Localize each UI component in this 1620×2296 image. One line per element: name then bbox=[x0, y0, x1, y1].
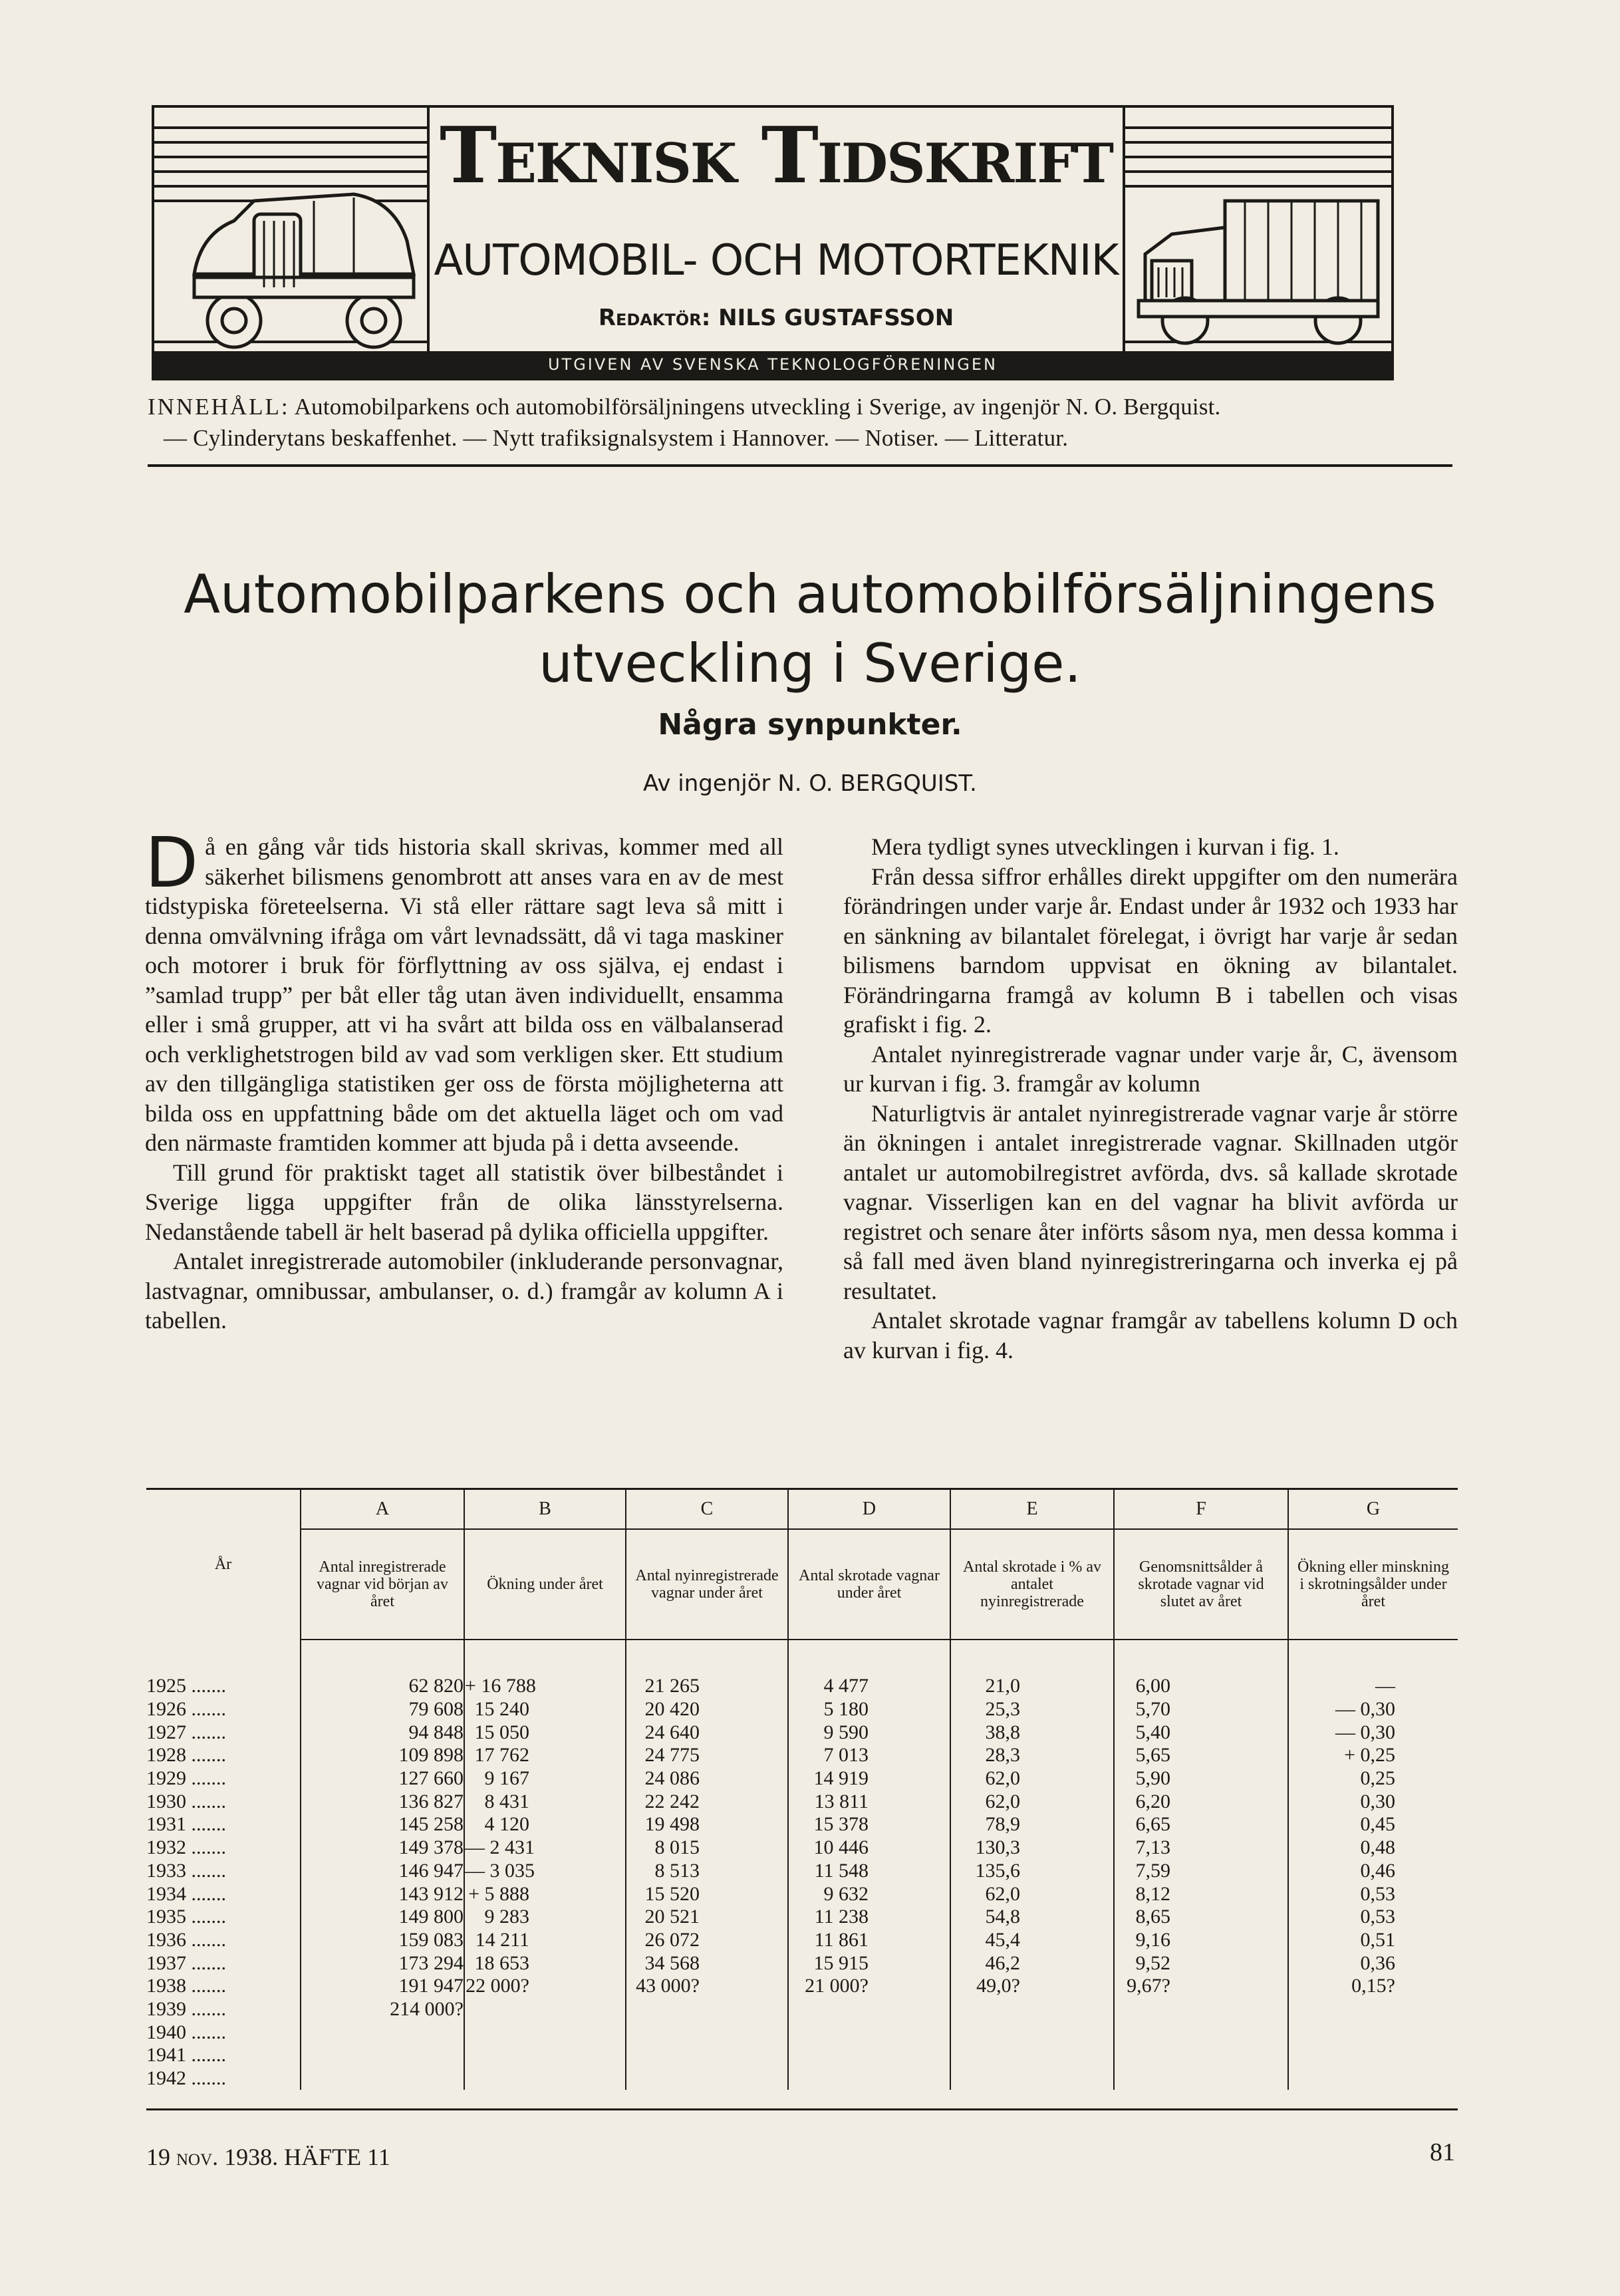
cell-c bbox=[626, 2021, 788, 2044]
column-letter-g: G bbox=[1288, 1490, 1458, 1529]
cell-c: 24 086 bbox=[626, 1767, 788, 1791]
cell-b: 8 431 bbox=[464, 1790, 626, 1813]
cell-f bbox=[1114, 1998, 1288, 2021]
year-cell: 1933 ....... bbox=[146, 1859, 226, 1882]
cell-e: 28,3 bbox=[950, 1744, 1114, 1767]
cell-f: 7,59 bbox=[1114, 1860, 1288, 1883]
cell-e: 49,0? bbox=[950, 1975, 1114, 1998]
year-cell: 1938 ....... bbox=[146, 1975, 226, 1997]
table-row bbox=[146, 1975, 1458, 1998]
column-desc-g: Ökning eller minskning i skrotningsålder under året bbox=[1288, 1529, 1458, 1640]
cell-a: 109 898 bbox=[301, 1744, 464, 1767]
cell-c: 8 015 bbox=[626, 1836, 788, 1860]
cell-a: 94 848 bbox=[301, 1721, 464, 1744]
cell-b bbox=[464, 2044, 626, 2067]
cell-f: 6,00 bbox=[1114, 1675, 1288, 1698]
paragraph: Naturligtvis är antalet nyinregistrerade vagnar varje år större än ökningen i antalet inregistrerade vagnar. Skillnaden utgör antalet ur automobilregistret avförda, dvs. så kallade skrotade vagnar. Visserligen kan en del vagnar ha blivit avförda ur registret och senare åter införts såsom nya, men dessa komma i så fall med även bland nyinregistreringarna och inverka ej på resultatet. bbox=[843, 1099, 1458, 1304]
cell-a: 146 947 bbox=[301, 1860, 464, 1883]
cell-b bbox=[464, 2021, 626, 2044]
cell-e bbox=[950, 1998, 1114, 2021]
table-row bbox=[146, 2067, 1458, 2090]
toc-line-2: — Cylinderytans beskaffenhet. — Nytt trafiksignalsystem i Hannover. — Notiser. — Litteratur. bbox=[164, 425, 1069, 451]
cell-d: 21 000? bbox=[788, 1975, 950, 1998]
table-row bbox=[146, 1882, 1458, 1906]
cell-a: 149 378 bbox=[301, 1836, 464, 1860]
cell-g: + 0,25 bbox=[1288, 1744, 1458, 1767]
page-number: 81 bbox=[1430, 2138, 1455, 2166]
cell-f: 7,13 bbox=[1114, 1836, 1288, 1860]
journal-title: Teknisk Tidskrift bbox=[439, 110, 1113, 201]
cell-g: 0,36 bbox=[1288, 1951, 1458, 1975]
table-row bbox=[146, 1836, 1458, 1860]
cell-d: 13 811 bbox=[788, 1790, 950, 1813]
year-cell: 1941 ....... bbox=[146, 2044, 226, 2067]
cell-g: — 0,30 bbox=[1288, 1721, 1458, 1744]
cell-c: 24 775 bbox=[626, 1744, 788, 1767]
cell-f: 8,65 bbox=[1114, 1906, 1288, 1929]
passenger-car-illustration bbox=[154, 108, 427, 378]
cell-b: — 3 035 bbox=[464, 1860, 626, 1883]
cell-f: 9,16 bbox=[1114, 1929, 1288, 1952]
cell-d: 9 590 bbox=[788, 1721, 950, 1744]
cell-e bbox=[950, 2021, 1114, 2044]
cell-a: 143 912 bbox=[301, 1882, 464, 1906]
year-column-header: År bbox=[214, 1556, 232, 1573]
paragraph: Till grund för praktiskt taget all statistik över bilbeståndet i Sverige ligga uppgifter från de olika länsstyrelserna. Nedanstående tabell är helt baserad på dylika officiella uppgifter. bbox=[145, 1159, 783, 1245]
cell-f bbox=[1114, 2021, 1288, 2044]
cell-e: 135,6 bbox=[950, 1860, 1114, 1883]
cell-f: 6,20 bbox=[1114, 1790, 1288, 1813]
column-letter-b: B bbox=[464, 1490, 626, 1529]
cell-c bbox=[626, 2044, 788, 2067]
cell-g: 0,53 bbox=[1288, 1906, 1458, 1929]
cell-b: 22 000? bbox=[464, 1975, 626, 1998]
year-cell: 1932 ....... bbox=[146, 1836, 226, 1859]
cell-e: 62,0 bbox=[950, 1767, 1114, 1791]
cell-f: 5,65 bbox=[1114, 1744, 1288, 1767]
cell-b: 4 120 bbox=[464, 1813, 626, 1836]
cell-c bbox=[626, 1998, 788, 2021]
cell-g: 0,15? bbox=[1288, 1975, 1458, 1998]
cell-a: 145 258 bbox=[301, 1813, 464, 1836]
cell-g: 0,30 bbox=[1288, 1790, 1458, 1813]
cell-g: 0,51 bbox=[1288, 1929, 1458, 1952]
cell-d: 9 632 bbox=[788, 1882, 950, 1906]
paragraph: Antalet inregistrerade automobiler (inkluderande personvagnar, lastvagnar, omnibussar, ambulanser, o. d.) framgår av kolumn A i tabellen. bbox=[145, 1248, 783, 1334]
paragraph: Från dessa siffror erhålles direkt uppgifter om den numerära förändringen under varje år. Endast under år 1932 och 1933 har en sänkning av bilantalet förelegat, i övrigt har varje år sedan bilismens barndom uppvisat en ökning av bilantalet. Förändringarna framgå av kolumn B i tabellen och visas grafiskt i fig. 2. bbox=[843, 863, 1458, 1038]
cell-c: 8 513 bbox=[626, 1860, 788, 1883]
table-row bbox=[146, 1860, 1458, 1883]
cell-b: 14 211 bbox=[464, 1929, 626, 1952]
cell-b: + 16 788 bbox=[464, 1675, 626, 1698]
cell-b: — 2 431 bbox=[464, 1836, 626, 1860]
cell-e bbox=[950, 2044, 1114, 2067]
article-subtitle: Några synpunkter. bbox=[658, 708, 962, 742]
year-cell: 1929 ....... bbox=[146, 1767, 226, 1790]
cell-g: 0,25 bbox=[1288, 1767, 1458, 1791]
cell-f bbox=[1114, 2044, 1288, 2067]
article-title-line-1: Automobilparkens och automobilförsäljningens bbox=[184, 563, 1436, 625]
year-cell: 1939 ....... bbox=[146, 1997, 226, 2020]
table-row bbox=[146, 1721, 1458, 1744]
drop-cap: D bbox=[145, 822, 199, 903]
cell-d: 4 477 bbox=[788, 1675, 950, 1698]
cell-e: 25,3 bbox=[950, 1698, 1114, 1721]
cell-d bbox=[788, 2044, 950, 2067]
cell-f: 6,65 bbox=[1114, 1813, 1288, 1836]
column-desc-c: Antal nyinregistrerade vagnar under året bbox=[626, 1529, 788, 1640]
cell-g: 0,45 bbox=[1288, 1813, 1458, 1836]
cell-a: 79 608 bbox=[301, 1698, 464, 1721]
year-cell: 1930 ....... bbox=[146, 1790, 226, 1812]
year-cell: 1934 ....... bbox=[146, 1882, 226, 1905]
article-title-line-2: utveckling i Sverige. bbox=[539, 633, 1081, 694]
cell-c: 15 520 bbox=[626, 1882, 788, 1906]
cell-b bbox=[464, 2067, 626, 2090]
year-cell: 1927 ....... bbox=[146, 1721, 226, 1743]
column-desc-b: Ökning under året bbox=[464, 1529, 626, 1640]
cell-b: 9 167 bbox=[464, 1767, 626, 1791]
cell-e: 21,0 bbox=[950, 1675, 1114, 1698]
cell-f: 9,67? bbox=[1114, 1975, 1288, 1998]
year-cell: 1935 ....... bbox=[146, 1906, 226, 1928]
cell-e: 62,0 bbox=[950, 1882, 1114, 1906]
column-desc-d: Antal skrotade vagnar under året bbox=[788, 1529, 950, 1640]
year-cell: 1926 ....... bbox=[146, 1698, 226, 1721]
article-byline: Av ingenjör N. O. BERGQUIST. bbox=[643, 770, 977, 797]
table-row bbox=[146, 1698, 1458, 1721]
paragraph: Antalet skrotade vagnar framgår av tabellens kolumn D och av kurvan i fig. 4. bbox=[843, 1307, 1458, 1363]
cell-f: 8,12 bbox=[1114, 1882, 1288, 1906]
column-letter-f: F bbox=[1114, 1490, 1288, 1529]
cell-d bbox=[788, 2067, 950, 2090]
cell-e: 62,0 bbox=[950, 1790, 1114, 1813]
year-cell: 1937 ....... bbox=[146, 1951, 226, 1974]
table-row bbox=[146, 1767, 1458, 1791]
truck-illustration bbox=[1125, 108, 1391, 378]
cell-e: 78,9 bbox=[950, 1813, 1114, 1836]
cell-c: 34 568 bbox=[626, 1951, 788, 1975]
masthead-center bbox=[427, 108, 1125, 378]
cell-c: 20 420 bbox=[626, 1698, 788, 1721]
table-row bbox=[146, 1998, 1458, 2021]
publisher-banner: UTGIVEN AV SVENSKA TEKNOLOGFÖRENINGEN bbox=[154, 351, 1391, 378]
paragraph: Mera tydligt synes utvecklingen i kurvan i fig. 1. bbox=[871, 833, 1339, 860]
editor-line: Redaktör: NILS GUSTAFSSON bbox=[598, 305, 954, 331]
cell-a: 191 947 bbox=[301, 1975, 464, 1998]
issue-number: HÄFTE 11 bbox=[284, 2144, 390, 2170]
cell-d: 15 378 bbox=[788, 1813, 950, 1836]
cell-c: 22 242 bbox=[626, 1790, 788, 1813]
cell-c: 20 521 bbox=[626, 1906, 788, 1929]
cell-f: 5,70 bbox=[1114, 1698, 1288, 1721]
cell-f: 5,90 bbox=[1114, 1767, 1288, 1791]
cell-g bbox=[1288, 2044, 1458, 2067]
issue-info bbox=[146, 2143, 390, 2171]
cell-c: 24 640 bbox=[626, 1721, 788, 1744]
table-row bbox=[146, 1744, 1458, 1767]
table-row bbox=[146, 2021, 1458, 2044]
table-row bbox=[146, 1813, 1458, 1836]
cell-d: 11 548 bbox=[788, 1860, 950, 1883]
cell-b: 18 653 bbox=[464, 1951, 626, 1975]
cell-c bbox=[626, 2067, 788, 2090]
column-letter-d: D bbox=[788, 1490, 950, 1529]
cell-c: 21 265 bbox=[626, 1675, 788, 1698]
cell-c: 43 000? bbox=[626, 1975, 788, 1998]
cell-b bbox=[464, 1998, 626, 2021]
cell-a: 159 083 bbox=[301, 1929, 464, 1952]
year-cell: 1925 ....... bbox=[146, 1675, 226, 1697]
cell-d: 15 915 bbox=[788, 1951, 950, 1975]
year-cell: 1928 ....... bbox=[146, 1744, 226, 1767]
cell-g bbox=[1288, 1998, 1458, 2021]
cell-e: 130,3 bbox=[950, 1836, 1114, 1860]
cell-g: — 0,30 bbox=[1288, 1698, 1458, 1721]
journal-section: AUTOMOBIL- OCH MOTORTEKNIK bbox=[434, 236, 1119, 285]
cell-e bbox=[950, 2067, 1114, 2090]
cell-e: 38,8 bbox=[950, 1721, 1114, 1744]
cell-b: 15 240 bbox=[464, 1698, 626, 1721]
cell-d bbox=[788, 2021, 950, 2044]
divider bbox=[148, 464, 1452, 467]
column-desc-f: Genomsnittsålder å skrotade vagnar vid slutet av året bbox=[1114, 1529, 1288, 1640]
cell-d: 7 013 bbox=[788, 1744, 950, 1767]
cell-c: 19 498 bbox=[626, 1813, 788, 1836]
cell-a: 149 800 bbox=[301, 1906, 464, 1929]
cell-g: 0,46 bbox=[1288, 1860, 1458, 1883]
cell-d: 14 919 bbox=[788, 1767, 950, 1791]
toc-line-1 bbox=[148, 391, 1452, 422]
year-cell: 1940 ....... bbox=[146, 2021, 226, 2043]
cell-a bbox=[301, 2021, 464, 2044]
cell-g bbox=[1288, 2067, 1458, 2090]
table-row bbox=[146, 1790, 1458, 1813]
cell-d: 11 861 bbox=[788, 1929, 950, 1952]
column-letter-e: E bbox=[950, 1490, 1114, 1529]
cell-g: — bbox=[1288, 1675, 1458, 1698]
cell-c: 26 072 bbox=[626, 1929, 788, 1952]
cell-g bbox=[1288, 2021, 1458, 2044]
cell-a: 62 820 bbox=[301, 1675, 464, 1698]
table-row bbox=[146, 1906, 1458, 1929]
paragraph: Då en gång vår tids historia skall skrivas, kommer med all säkerhet bilismens genombrott att anses vara en av de mest tidstypiska företeelserna. Vi stå eller rättare sagt leva så mitt i denna omvälvning ifråga om vårt levnadssätt, då vi taga maskiner och motorer i bruk för förflyttning av oss själva, ej endast i ”samlad trupp” per båt eller tåg utan även individuellt, ensamma eller i små grupper, att vi ha svårt att bilda oss en välbalanserad och verklighetstrogen bild av vad som verkligen sker. Ett studium av den tillgängliga statistiken ger oss de första möjligheterna att bilda oss en uppfattning både om det aktuella läget och om vad den närmaste framtiden kommer att bjuda på i detta avseende. bbox=[145, 822, 783, 1156]
cell-b: + 5 888 bbox=[464, 1882, 626, 1906]
table-row bbox=[146, 1951, 1458, 1975]
issue-date: 19 nov. 1938. bbox=[146, 2144, 279, 2170]
column-desc-e: Antal skrotade i % av antalet nyinregistrerade bbox=[950, 1529, 1114, 1640]
cell-d: 11 238 bbox=[788, 1906, 950, 1929]
cell-e: 46,2 bbox=[950, 1951, 1114, 1975]
cell-f: 5,40 bbox=[1114, 1721, 1288, 1744]
statistics-table bbox=[146, 1488, 1458, 2110]
cell-b: 15 050 bbox=[464, 1721, 626, 1744]
cell-b: 9 283 bbox=[464, 1906, 626, 1929]
year-cell: 1931 ....... bbox=[146, 1813, 226, 1836]
year-cell: 1942 ....... bbox=[146, 2067, 226, 2090]
body-column-left bbox=[145, 822, 783, 1336]
cell-d: 10 446 bbox=[788, 1836, 950, 1860]
cell-f: 9,52 bbox=[1114, 1951, 1288, 1975]
table-row bbox=[146, 1675, 1458, 1698]
cell-a: 214 000? bbox=[301, 1998, 464, 2021]
cell-a bbox=[301, 2044, 464, 2067]
year-cell: 1936 ....... bbox=[146, 1928, 226, 1951]
table-of-contents bbox=[148, 391, 1452, 454]
cell-a bbox=[301, 2067, 464, 2090]
paragraph: Antalet nyinregistrerade vagnar under varje år, C, ävensom ur kurvan i fig. 3. framgår av kolumn bbox=[843, 1040, 1458, 1097]
toc-label: INNEHÅLL: bbox=[148, 394, 290, 420]
cell-g: 0,48 bbox=[1288, 1836, 1458, 1860]
cell-e: 45,4 bbox=[950, 1929, 1114, 1952]
cell-e: 54,8 bbox=[950, 1906, 1114, 1929]
column-letter-c: C bbox=[626, 1490, 788, 1529]
cell-g: 0,53 bbox=[1288, 1882, 1458, 1906]
cell-d bbox=[788, 1998, 950, 2021]
cell-b: 17 762 bbox=[464, 1744, 626, 1767]
column-letter-a: A bbox=[301, 1490, 464, 1529]
cell-f bbox=[1114, 2067, 1288, 2090]
table-row bbox=[146, 1929, 1458, 1952]
cell-a: 173 294 bbox=[301, 1951, 464, 1975]
cell-a: 136 827 bbox=[301, 1790, 464, 1813]
cell-a: 127 660 bbox=[301, 1767, 464, 1791]
cell-d: 5 180 bbox=[788, 1698, 950, 1721]
column-desc-a: Antal inregistrerade vagnar vid början av året bbox=[301, 1529, 464, 1640]
body-column-right bbox=[843, 832, 1458, 1365]
table-row bbox=[146, 2044, 1458, 2067]
masthead bbox=[152, 105, 1394, 380]
toc-entry-main: Automobilparkens och automobilförsäljningens utveckling i Sverige, av ingenjör N. O. Bergquist. bbox=[294, 394, 1221, 420]
